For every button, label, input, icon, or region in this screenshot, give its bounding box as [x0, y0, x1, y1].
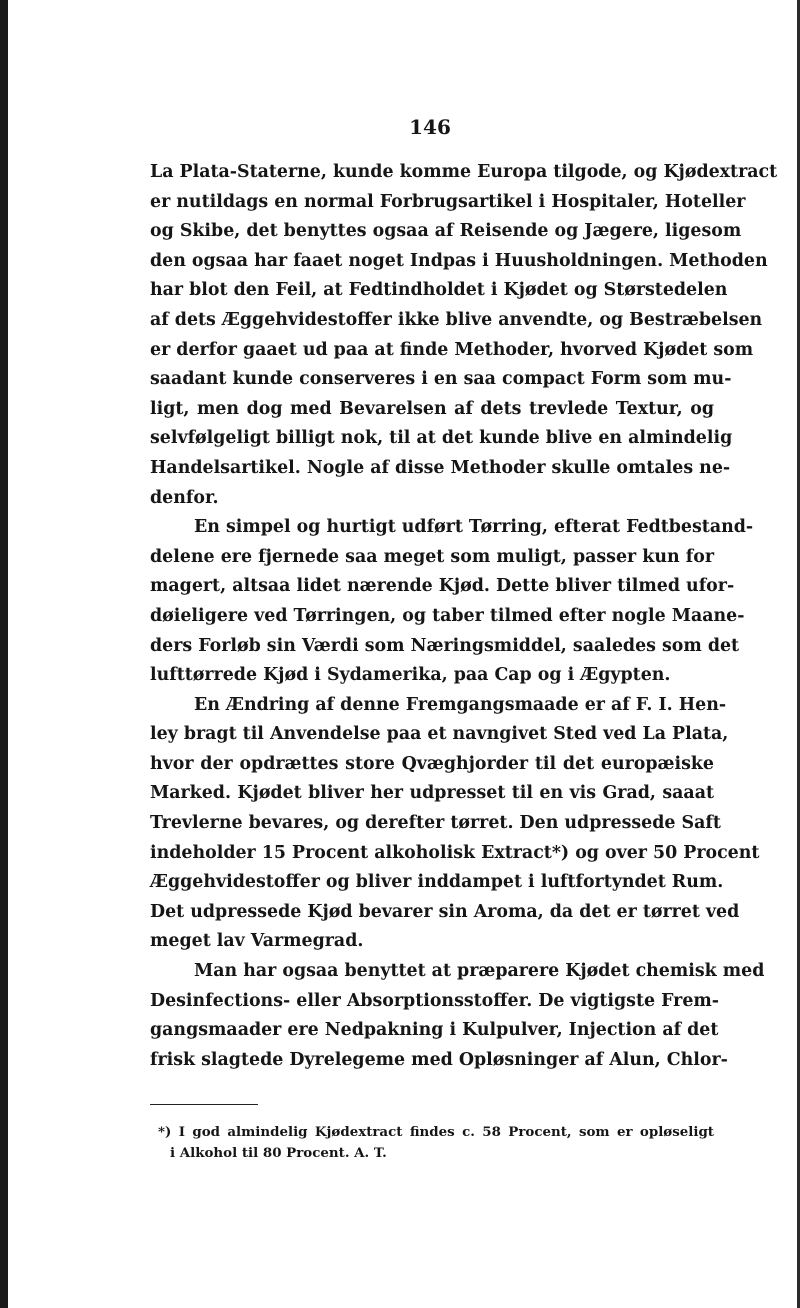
text-line: denfor.	[150, 487, 219, 508]
text-line: af dets Æggehvidestoffer ikke blive anvendte, og Bestræbelsen	[150, 309, 763, 330]
text-line: La Plata-Staterne, kunde komme Europa tilgode, og Kjødextract	[150, 162, 778, 182]
text-line: Man har ogsaa benyttet at præparere Kjødet chemisk med	[194, 961, 765, 982]
text-line: hvor der opdrættes store Qvæghjorder til det europæiske	[150, 753, 714, 774]
text-line: En Ændring af denne Fremgangsmaade er af F. I. Hen-	[194, 694, 727, 715]
text-line: Trevlerne bevares, og derefter tørret. Den udpressede Saft	[150, 813, 721, 834]
text-line: Det udpressede Kjød bevarer sin Aroma, da det er tørret ved	[150, 901, 740, 922]
text-line: lufttørrede Kjød i Sydamerika, paa Cap og i Ægypten.	[150, 665, 671, 686]
page-number: 146	[409, 115, 451, 139]
text-line: gangsmaader ere Nedpakning i Kulpulver, Injection af det	[150, 1020, 719, 1041]
text-line: meget lav Varmegrad.	[150, 931, 364, 952]
footnote	[158, 1122, 714, 1164]
text-line: magert, altsaa lidet nærende Kjød. Dette bliver tilmed ufor-	[150, 576, 735, 597]
text-line: ligt, men dog med Bevarelsen af dets trevlede Textur, og	[150, 398, 714, 419]
text-line: selvfølgeligt billigt nok, til at det kunde blive en almindelig	[150, 428, 733, 449]
text-line: En simpel og hurtigt udført Tørring, efterat Fedtbestand-	[194, 517, 754, 538]
text-line: frisk slagtede Dyrelegeme med Opløsninger af Alun, Chlor-	[150, 1049, 728, 1070]
text-line: delene ere fjernede saa meget som muligt, passer kun for	[150, 546, 714, 567]
body-text	[150, 158, 778, 1075]
text-line: har blot den Feil, at Fedtindholdet i Kjødet og Størstedelen	[150, 280, 728, 301]
text-line: saadant kunde conserveres i en saa compact Form som mu-	[150, 369, 732, 390]
text-line: ley bragt til Anvendelse paa et navngivet Sted ved La Plata,	[150, 724, 729, 745]
scan-left-edge	[0, 0, 8, 1308]
text-line: Marked. Kjødet bliver her udpresset til en vis Grad, saaat	[150, 783, 714, 804]
text-line: Handelsartikel. Nogle af disse Methoder skulle omtales ne-	[150, 457, 731, 478]
text-line: døieligere ved Tørringen, og taber tilmed efter nogle Maane-	[150, 605, 745, 626]
text-line: den ogsaa har faaet noget Indpas i Huusholdningen. Methoden	[150, 250, 768, 271]
text-line: er derfor gaaet ud paa at finde Methoder, hvorved Kjødet som	[150, 339, 754, 360]
footnote-line: *) I god almindelig Kjødextract findes c. 58 Procent, som er opløseligt	[158, 1124, 714, 1140]
text-line: er nutildags en normal Forbrugsartikel i Hospitaler, Hoteller	[150, 191, 746, 212]
footnote-line: i Alkohol til 80 Procent. A. T.	[170, 1145, 387, 1161]
text-line: ders Forløb sin Værdi som Næringsmiddel, saaledes som det	[150, 635, 740, 656]
text-line: Æggehvidestoffer og bliver inddampet i luftfortyndet Rum.	[150, 872, 724, 893]
footnote-rule	[150, 1104, 258, 1105]
text-line: indeholder 15 Procent alkoholisk Extract*) og over 50 Procent	[150, 842, 760, 863]
text-line: og Skibe, det benyttes ogsaa af Reisende og Jægere, ligesom	[150, 221, 742, 242]
text-line: Desinfections- eller Absorptionsstoffer. De vigtigste Frem-	[150, 990, 719, 1011]
